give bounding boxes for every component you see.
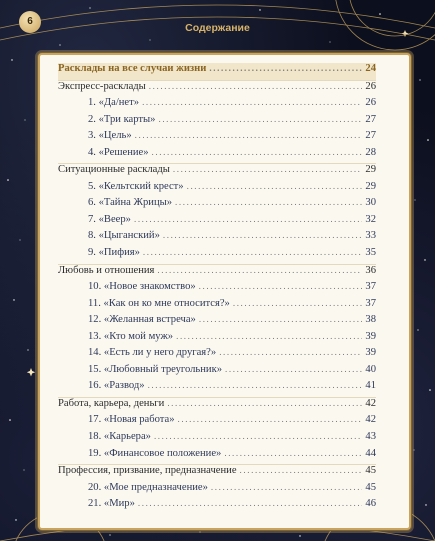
toc-label: 5. «Кельтский крест»	[88, 180, 184, 192]
toc-row[interactable]	[58, 465, 376, 482]
toc-leader-dots	[176, 331, 362, 341]
toc-label: 18. «Карьера»	[88, 431, 151, 443]
toc-row[interactable]	[58, 281, 376, 298]
toc-label: 12. «Желанная встреча»	[88, 314, 196, 326]
toc-leader-dots	[225, 364, 362, 374]
toc-leader-dots	[154, 431, 362, 441]
toc-label: 13. «Кто мой муж»	[88, 330, 174, 342]
toc-leader-dots	[135, 130, 363, 140]
toc-page-number: 24	[365, 63, 376, 74]
toc-leader-dots	[158, 114, 362, 124]
toc-label: 9. «Пифия»	[88, 247, 140, 259]
toc-leader-dots	[134, 214, 362, 224]
toc-page-number: 37	[365, 281, 376, 293]
toc-row[interactable]	[58, 197, 376, 214]
toc-page-number: 26	[365, 80, 376, 92]
toc-row[interactable]	[58, 448, 376, 466]
toc-row[interactable]	[58, 181, 376, 198]
toc-leader-dots	[148, 380, 363, 390]
toc-leader-dots	[143, 247, 362, 257]
toc-page-number: 45	[365, 465, 376, 477]
toc-page-number: 42	[365, 414, 376, 426]
toc-label: 11. «Как он ко мне относится?»	[88, 297, 230, 309]
toc-page-number: 33	[365, 230, 376, 242]
toc-leader-dots	[209, 63, 362, 73]
toc-label: 17. «Новая работа»	[88, 414, 175, 426]
toc-page-number: 28	[365, 146, 376, 158]
toc-label: 16. «Развод»	[88, 380, 145, 392]
toc-leader-dots	[152, 147, 363, 157]
toc-page-number: 45	[365, 481, 376, 493]
toc-page-number: 26	[365, 97, 376, 109]
toc-leader-dots	[187, 181, 363, 191]
toc-leader-dots	[240, 465, 363, 475]
toc-label: Профессия, призвание, предназначение	[58, 465, 237, 477]
toc-page-number: 27	[365, 113, 376, 125]
toc-row[interactable]	[58, 265, 376, 282]
toc-row[interactable]	[58, 347, 376, 364]
toc-label: 20. «Мое предназначение»	[88, 481, 208, 493]
toc-leader-dots	[233, 298, 363, 308]
toc-row[interactable]	[58, 214, 376, 231]
toc-row[interactable]	[58, 97, 376, 114]
toc-label: 4. «Решение»	[88, 146, 149, 158]
table-of-contents	[58, 63, 376, 515]
page-heading: Содержание	[185, 22, 250, 34]
toc-page-number: 37	[365, 297, 376, 309]
toc-label: Работа, карьера, деньги	[58, 397, 165, 409]
toc-row[interactable]	[58, 414, 376, 431]
toc-page-number: 46	[365, 498, 376, 510]
toc-row[interactable]	[58, 247, 376, 265]
toc-leader-dots	[142, 97, 362, 107]
toc-page-number: 29	[365, 164, 376, 176]
toc-leader-dots	[157, 265, 362, 275]
toc-page-number: 42	[365, 397, 376, 409]
toc-label: 21. «Мир»	[88, 498, 135, 510]
toc-page-number: 41	[365, 380, 376, 392]
toc-page-number: 36	[365, 264, 376, 276]
toc-row[interactable]	[58, 81, 376, 98]
toc-label: 3. «Цель»	[88, 130, 132, 142]
toc-leader-dots	[138, 498, 363, 508]
toc-page-number: 39	[365, 330, 376, 342]
toc-label: 2. «Три карты»	[88, 113, 156, 125]
toc-page-number: 38	[365, 314, 376, 326]
toc-page-number: 43	[365, 431, 376, 443]
toc-row[interactable]	[58, 147, 376, 165]
toc-row[interactable]	[58, 431, 376, 448]
toc-page-number: 39	[365, 347, 376, 359]
toc-label: 8. «Цыганский»	[88, 230, 160, 242]
toc-leader-dots	[167, 398, 362, 408]
toc-leader-dots	[211, 482, 362, 492]
toc-label: 19. «Финансовое положение»	[88, 447, 222, 459]
toc-page-number: 30	[365, 197, 376, 209]
toc-label: Расклады на все случаи жизни	[58, 63, 207, 74]
toc-leader-dots	[163, 230, 363, 240]
toc-leader-dots	[199, 281, 363, 291]
toc-page-number: 44	[365, 447, 376, 459]
toc-row[interactable]	[58, 298, 376, 315]
toc-page-number: 27	[365, 130, 376, 142]
toc-row[interactable]	[58, 63, 376, 81]
toc-row[interactable]	[58, 130, 376, 147]
toc-page-number: 32	[365, 213, 376, 225]
toc-leader-dots	[224, 448, 362, 458]
toc-leader-dots	[219, 347, 362, 357]
toc-row[interactable]	[58, 398, 376, 415]
toc-row[interactable]	[58, 498, 376, 515]
toc-row[interactable]	[58, 114, 376, 131]
toc-label: 1. «Да/нет»	[88, 97, 140, 109]
toc-label: 6. «Тайна Жрицы»	[88, 197, 173, 209]
toc-leader-dots	[173, 164, 363, 174]
toc-leader-dots	[175, 197, 362, 207]
toc-label: 10. «Новое знакомство»	[88, 281, 196, 293]
toc-page-number: 35	[365, 247, 376, 259]
toc-label: Экспресс-расклады	[58, 80, 146, 92]
toc-row[interactable]	[58, 314, 376, 331]
toc-leader-dots	[199, 314, 363, 324]
toc-leader-dots	[178, 414, 363, 424]
toc-label: 15. «Любовный треугольник»	[88, 363, 223, 375]
toc-page-number: 29	[365, 180, 376, 192]
toc-leader-dots	[149, 81, 363, 91]
toc-row[interactable]	[58, 482, 376, 499]
toc-label: Любовь и отношения	[58, 264, 155, 276]
toc-row[interactable]	[58, 230, 376, 247]
toc-label: 7. «Веер»	[88, 213, 131, 225]
toc-row[interactable]	[58, 331, 376, 348]
page-number-badge: 6	[19, 11, 41, 33]
toc-page-number: 40	[365, 363, 376, 375]
toc-row[interactable]	[58, 380, 376, 398]
toc-label: 14. «Есть ли у него другая?»	[88, 347, 217, 359]
toc-label: Ситуационные расклады	[58, 164, 170, 176]
toc-row[interactable]	[58, 364, 376, 381]
toc-row[interactable]	[58, 164, 376, 181]
